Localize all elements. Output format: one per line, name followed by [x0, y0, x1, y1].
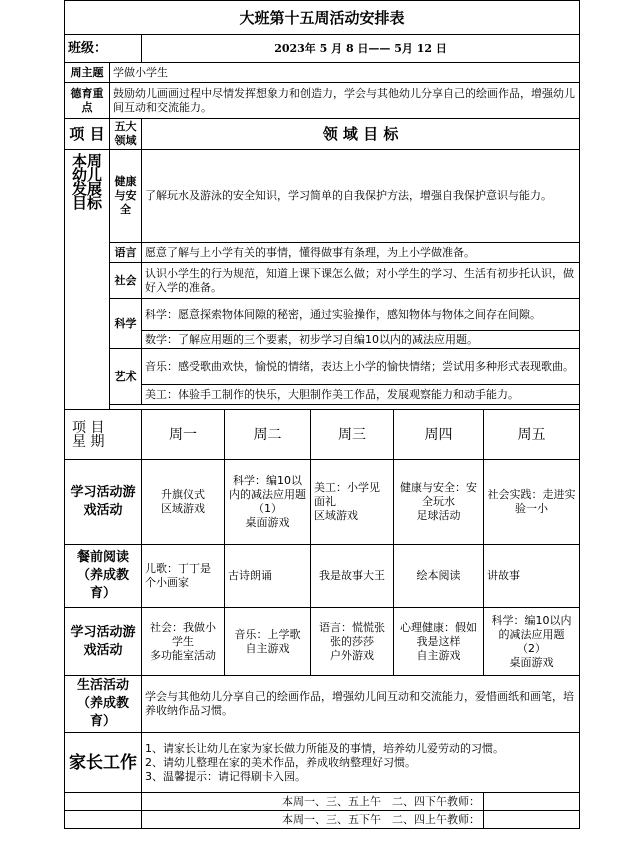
schedule-cell: 我是故事大王 [311, 545, 394, 608]
page-title: 大班第十五周活动安排表 [65, 1, 580, 35]
day-header-tue: 周二 [225, 410, 311, 460]
life-label: 生活活动（养成教育） [65, 676, 142, 733]
teacher-pm-value [484, 811, 580, 829]
schedule-cell: 科学：编10以内的减法应用题（1） 桌面游戏 [225, 460, 311, 545]
goal-science: 科学：愿意探索物体间隙的秘密，通过实验操作，感知物体与物体之间存在间隙。 [142, 299, 580, 331]
parent-item: 2、请幼儿整理在家的美术作品，养成收纳整理好习惯。 [145, 755, 416, 769]
five-domains-header: 五大领域 [110, 119, 142, 150]
goal-craft: 美工：体验手工制作的快乐，大胆制作美工作品，发展观察能力和动手能力。 [142, 385, 580, 405]
schedule-cell: 升旗仪式 区域游戏 [142, 460, 225, 545]
domain-goals-header: 领 域 目 标 [142, 119, 580, 150]
domain-language: 语言 [110, 243, 142, 263]
goal-social: 认识小学生的行为规范，知道上课下课怎么做；对小学生的学习、生活有初步托认识，做好入学的准备。 [142, 263, 580, 299]
schedule-row-label: 学习活动游戏活动 [65, 608, 142, 676]
life-text: 学会与其他幼儿分享自己的绘画作品，增强幼儿间互动和交流能力，爱惜画纸和画笔，培养收纳作品习惯。 [142, 676, 580, 733]
moral-value: 鼓励幼儿画画过程中尽情发挥想象力和创造力，学会与其他幼儿分享自己的绘画作品，增强幼儿间互动和交流能力。 [110, 83, 580, 119]
goal-language: 愿意了解与上小学有关的事情，懂得做事有条理，为上小学做准备。 [142, 243, 580, 263]
item-label: 项 目 [72, 419, 105, 436]
parents-items [142, 733, 580, 793]
schedule-cell: 语言：慌慌张张的莎莎 户外游戏 [311, 608, 394, 676]
day-header-wed: 周三 [311, 410, 394, 460]
domain-health: 健康与安全 [110, 150, 142, 243]
schedule-cell: 社会实践：走进实验一小 [484, 460, 580, 545]
schedule-cell: 讲故事 [484, 545, 580, 608]
teacher-row-blank [65, 811, 142, 829]
goal-math: 数学：了解应用题的三个要素，初步学习自编10以内的减法应用题。 [142, 331, 580, 349]
parents-label: 家长工作 [65, 733, 142, 793]
goals-item-header: 项 目 [65, 119, 110, 150]
goal-music: 音乐：感受歌曲欢快，愉悦的情绪，表达上小学的愉快情绪；尝试用多种形式表现歌曲。 [142, 349, 580, 385]
schedule-cell: 儿歌：丁丁是个小画家 [142, 545, 225, 608]
week-label: 星 期 [72, 433, 105, 450]
schedule-cell: 健康与安全：安全玩水 足球活动 [394, 460, 484, 545]
class-label: 班级： [65, 35, 142, 63]
schedule-cell: 绘本阅读 [394, 545, 484, 608]
goal-health: 了解玩水及游泳的安全知识，学习简单的自我保护方法，增强自我保护意识与能力。 [142, 150, 580, 243]
teacher-pm: 本周一、三、五下午 二、四上午教师： [142, 811, 484, 829]
theme-label: 周主题 [65, 63, 110, 83]
domain-art: 艺术 [110, 349, 142, 405]
weekly-goals-label: 本周幼儿发展目标 [65, 150, 110, 410]
teacher-am: 本周一、三、五上午 二、四下午教师： [142, 793, 484, 811]
schedule-row-label: 餐前阅读（养成教育） [65, 545, 142, 608]
schedule-cell: 音乐：上学歌 自主游戏 [225, 608, 311, 676]
domain-social: 社会 [110, 263, 142, 299]
parent-item: 3、温馨提示：请记得刷卡入园。 [145, 769, 306, 783]
schedule-cell: 社会：我做小学生 多功能室活动 [142, 608, 225, 676]
parent-item: 1、请家长让幼儿在家为家长做力所能及的事情，培养幼儿爱劳动的习惯。 [145, 741, 504, 755]
schedule-cell: 古诗朗诵 [225, 545, 311, 608]
day-header-mon: 周一 [142, 410, 225, 460]
schedule-row-label: 学习活动游戏活动 [65, 460, 142, 545]
schedule-table [64, 0, 580, 829]
schedule-cell: 科学：编10以内的减法应用题（2） 桌面游戏 [484, 608, 580, 676]
teacher-am-value [484, 793, 580, 811]
domain-science: 科学 [110, 299, 142, 349]
moral-label: 德育重点 [65, 83, 110, 119]
day-header-fri: 周五 [484, 410, 580, 460]
date-range: 2023年 5 月 8 日—— 5月 12 日 [142, 35, 580, 63]
day-header-thu: 周四 [394, 410, 484, 460]
schedule-cell: 美工：小学见面礼 区域游戏 [311, 460, 394, 545]
schedule-item-week-header [65, 410, 142, 460]
teacher-row-blank [65, 793, 142, 811]
schedule-cell: 心理健康：假如我是这样 自主游戏 [394, 608, 484, 676]
theme-value: 学做小学生 [110, 63, 580, 83]
